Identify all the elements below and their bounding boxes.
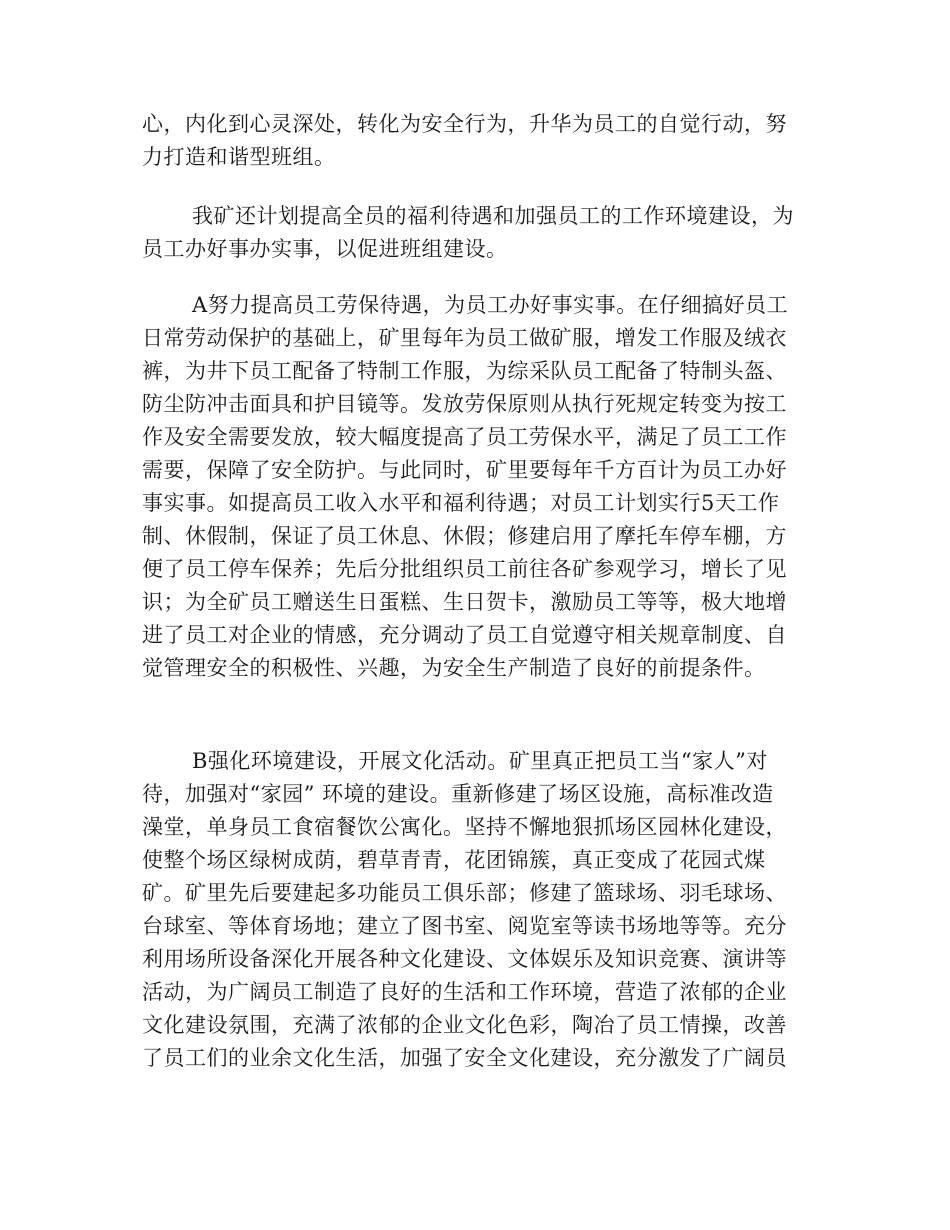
text-line: 员工办好事办实事，以促进班组建设。 [142,237,508,261]
text-line: 需要，保障了安全防护。与此同时，矿里要每年千方百计为员工办好 [142,458,787,482]
paragraph-section-a [142,289,812,685]
text-line: 裤，为井下员工配备了特制工作服，为综采队员工配备了特制头盔、 [142,359,787,383]
text-line: 台球室、等体育场地；建立了图书室、阅览室等读书场地等等。充分 [142,914,787,938]
paragraph-welfare-plan [142,200,812,266]
text-line: 澡堂，单身员工食宿餐饮公寓化。坚持不懈地狠抓场区园林化建设， [142,815,787,839]
paragraph-continuation [142,108,812,174]
text-line: 矿。矿里先后要建起多功能员工俱乐部；修建了篮球场、羽毛球场、 [142,881,787,905]
text-line: B强化环境建设，开展文化活动。矿里真正把员工当“家人”对 [192,749,768,773]
text-line: 作及安全需要发放，较大幅度提高了员工劳保水平，满足了员工工作 [142,425,787,449]
text-line: 进了员工对企业的情感，充分调动了员工自觉遵守相关规章制度、自 [142,623,787,647]
text-line: 利用场所设备深化开展各种文化建设、文体娱乐及知识竞赛、演讲等 [142,947,787,971]
text-line: 待，加强对“家园” 环境的建设。重新修建了场区设施，高标准改造 [142,782,774,806]
text-line: 防尘防冲击面具和护目镜等。发放劳保原则从执行死规定转变为按工 [142,392,787,416]
text-line: 便了员工停车保养；先后分批组织员工前往各矿参观学习，增长了见 [142,557,787,581]
text-line: 我矿还计划提高全员的福利待遇和加强员工的工作环境建设，为 [192,204,794,228]
text-line: 文化建设氛围，充满了浓郁的企业文化色彩，陶冶了员工情操，改善 [142,1013,787,1037]
text-line: 觉管理安全的积极性、兴趣，为安全生产制造了良好的前提条件。 [142,656,766,680]
text-line: 使整个场区绿树成荫，碧草青青，花团锦簇，真正变成了花园式煤 [142,848,766,872]
text-line: 日常劳动保护的基础上，矿里每年为员工做矿服，增发工作服及绒衣 [142,326,787,350]
text-line: 力打造和谐型班组。 [142,145,336,169]
text-line: 制、休假制，保证了员工休息、休假；修建启用了摩托车停车棚，方 [142,524,787,548]
text-line: 心，内化到心灵深处，转化为安全行为，升华为员工的自觉行动，努 [142,112,787,136]
text-line: 识；为全矿员工赠送生日蛋糕、生日贺卡，激励员工等等，极大地增 [142,590,787,614]
text-line: 了员工们的业余文化生活，加强了安全文化建设，充分激发了广阔员 [142,1046,787,1070]
text-line: A努力提高员工劳保待遇，为员工办好事实事。在仔细搞好员工 [192,293,789,317]
text-line: 活动，为广阔员工制造了良好的生活和工作环境，营造了浓郁的企业 [142,980,787,1004]
paragraph-section-b [142,745,812,1075]
text-line: 事实事。如提高员工收入水平和福利待遇；对员工计划实行5天工作 [142,491,780,515]
